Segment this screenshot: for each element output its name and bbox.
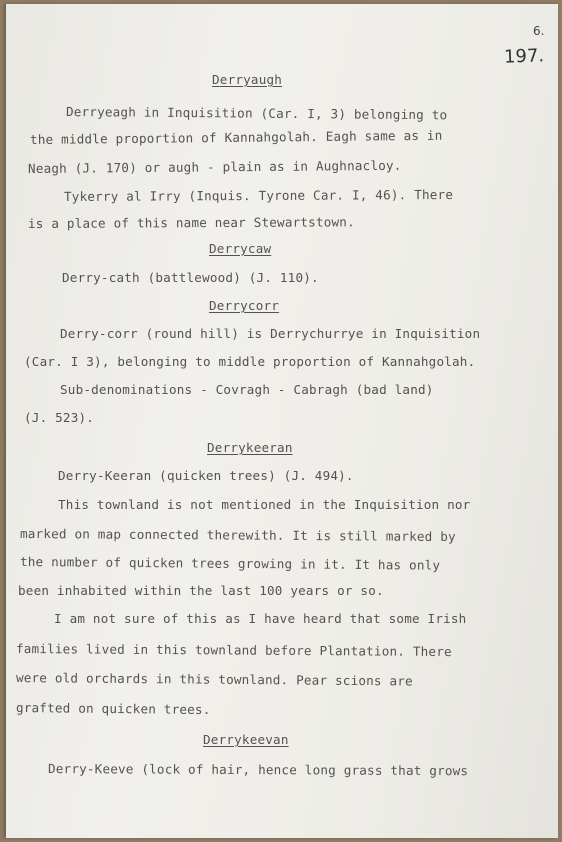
text-line: I am not sure of this as I have heard that some Irish xyxy=(54,611,467,626)
text-line: (J. 523). xyxy=(24,410,95,425)
text-line: Derryeagh in Inquisition (Car. I, 3) belonging to xyxy=(65,104,448,123)
document-page xyxy=(6,4,558,838)
text-line: the number of quicken trees growing in it. It has only xyxy=(19,554,441,573)
text-line: Derry-cath (battlewood) (J. 110). xyxy=(62,270,319,285)
text-line: grafted on quicken trees. xyxy=(15,700,211,718)
text-line: been inhabited within the last 100 years or so. xyxy=(18,583,384,598)
text-line: (Car. I 3), belonging to middle proportion of Kannahgolah. xyxy=(24,354,476,369)
page-number-small: 6. xyxy=(533,24,545,38)
text-line: Tykerry al Irry (Inquis. Tyrone Car. I, 46). There xyxy=(63,186,454,204)
text-line: the middle proportion of Kannahgolah. Eagh same as in xyxy=(29,127,443,147)
text-line: Neagh (J. 170) or augh - plain as in Aughnacloy. xyxy=(27,157,402,176)
section-heading: Derrycorr xyxy=(209,298,280,313)
text-line: Sub-denominations - Covragh - Cabragh (bad land) xyxy=(60,382,434,397)
text-line: Derry-corr (round hill) is Derrychurrye in Inquisition xyxy=(60,326,481,341)
section-heading: Derrykeevan xyxy=(203,732,289,747)
text-line: is a place of this name near Stewartstown. xyxy=(27,214,355,231)
page-number: 197. xyxy=(503,45,545,68)
section-heading: Derrycaw xyxy=(209,241,272,256)
text-line: were old orchards in this townland. Pear scions are xyxy=(15,670,413,689)
section-heading: Derryaugh xyxy=(212,72,283,87)
section-heading: Derrykeeran xyxy=(207,440,293,455)
text-line: families lived in this townland before Plantation. There xyxy=(15,641,452,660)
text-line: Derry-Keeve (lock of hair, hence long grass that grows xyxy=(47,761,469,779)
text-line: This townland is not mentioned in the Inquisition nor xyxy=(58,497,471,512)
text-line: Derry-Keeran (quicken trees) (J. 494). xyxy=(58,468,354,483)
text-line: marked on map connected therewith. It is still marked by xyxy=(19,526,456,545)
